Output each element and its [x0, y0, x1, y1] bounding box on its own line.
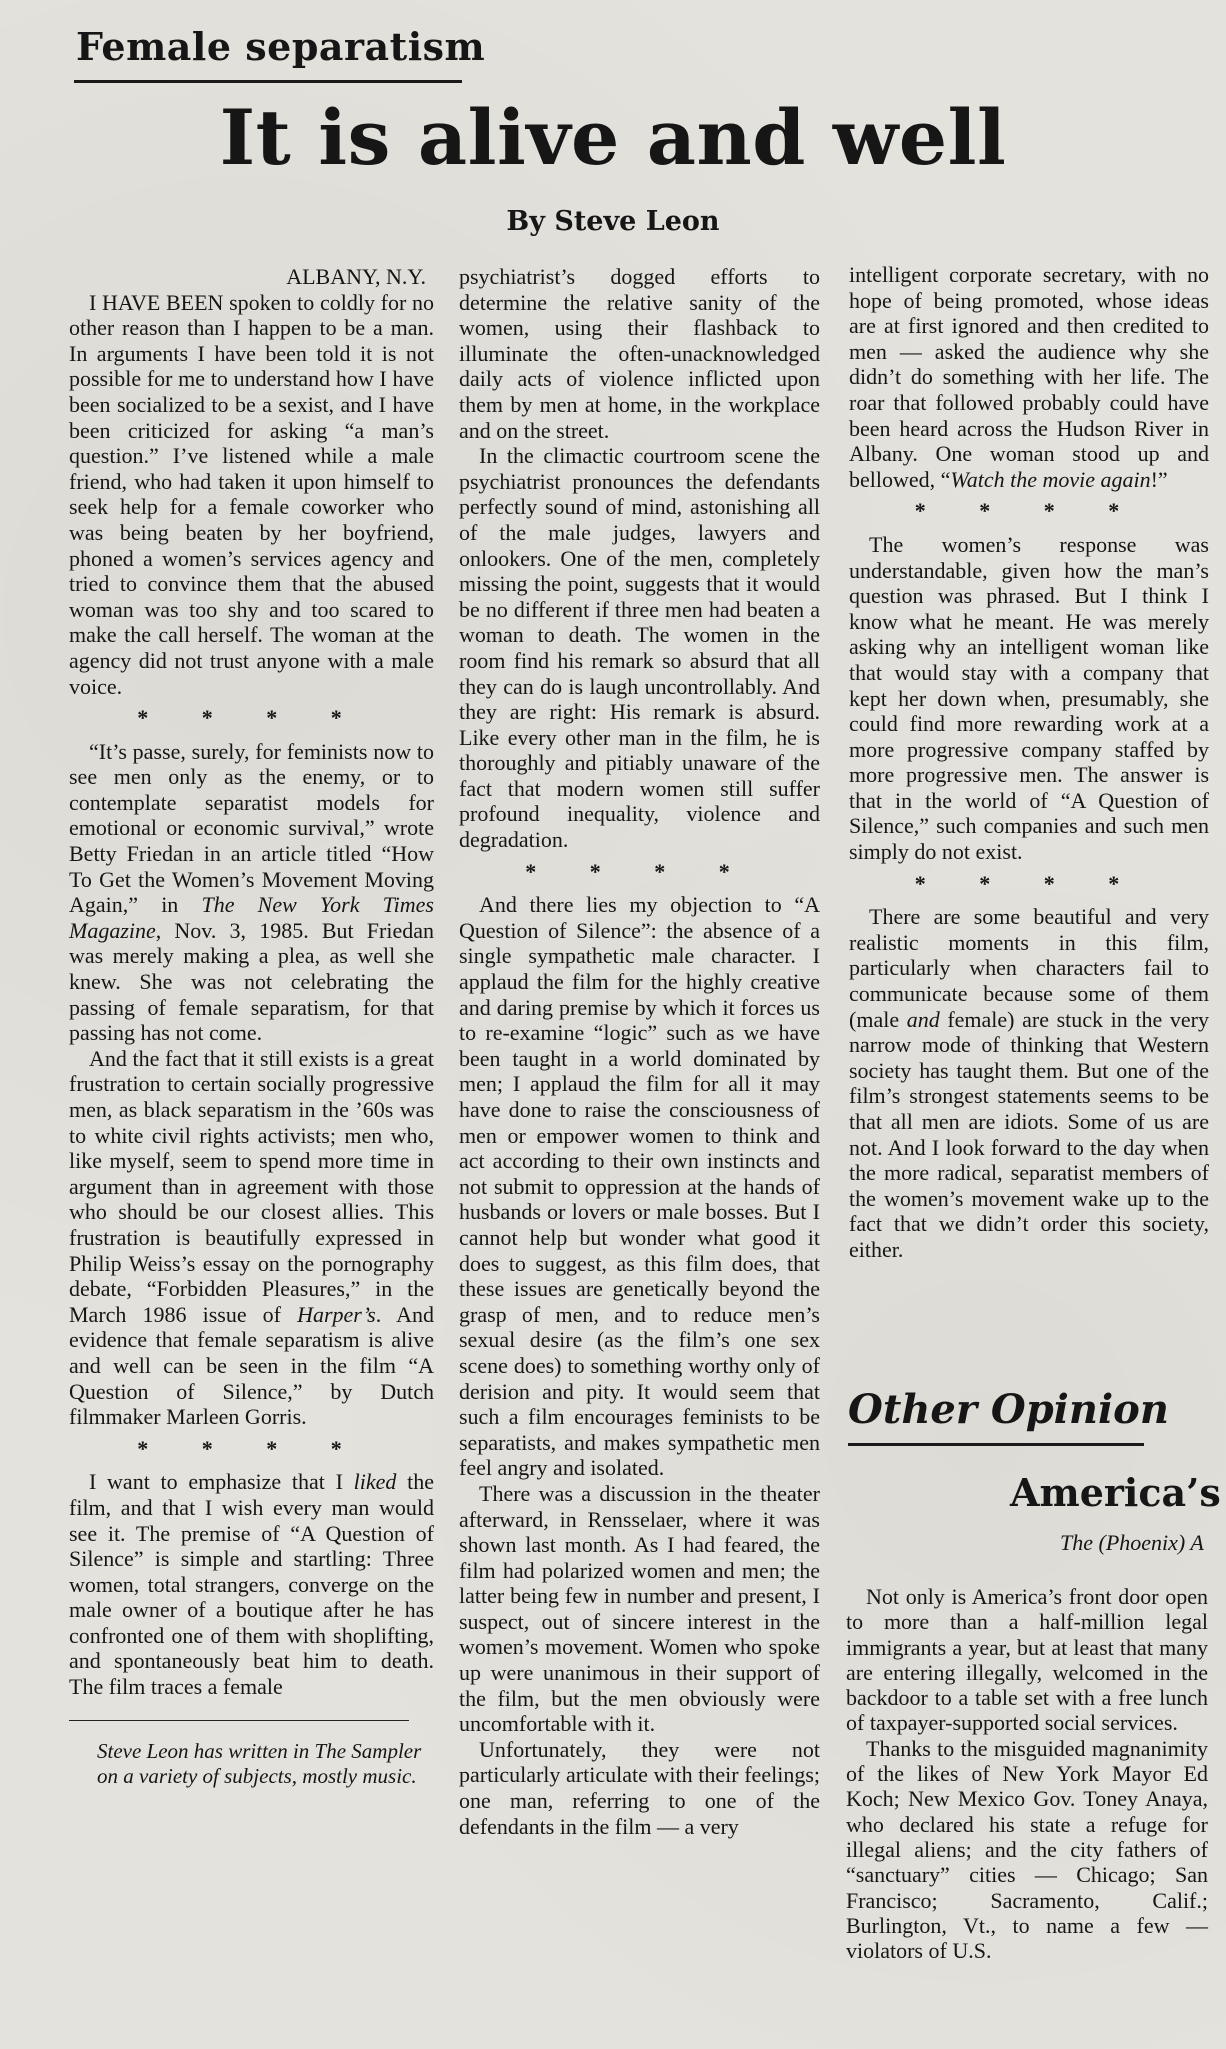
- author-bio: Steve Leon has written in The Sampler on a variety of subjects, mostly music.: [97, 1738, 422, 1788]
- headline: It is alive and well: [219, 93, 1007, 182]
- section-break: * * * *: [914, 498, 1144, 524]
- paragraph: “It’s passe, surely, for feminists now to see men only as the enemy, or to contemplate separatist models for emotional or economic survival,” wrote Betty Friedan in an article titled “How To Get the Women’s Movement Moving Again,” in The New York Times Magazine, Nov. 3, 1985. But Friedan was merely making a plea, as well she knew. She was not celebrating the passing of female separatism, for that passing has not come.: [69, 738, 434, 1046]
- section-break: * * * *: [525, 858, 754, 884]
- article-column-1: [69, 264, 434, 1789]
- byline: By Steve Leon: [506, 206, 720, 237]
- other-opinion-title: America’s: [1010, 1470, 1221, 1515]
- paragraph: I want to emphasize that I liked the film, and that I wish every man would see it. The premise of “A Question of Silence” is simple and startling: Three women, total strangers, converge on the male owner of a boutique after he has confronted one of them with shoplifting, and spontaneously beat him to death. The film traces a female: [69, 1469, 434, 1700]
- other-opinion-heading: Other Opinion: [848, 1386, 1169, 1433]
- other-opinion-source: The (Phoenix) A: [1060, 1530, 1204, 1555]
- dateline: ALBANY, N.Y.: [286, 264, 426, 289]
- article-column-2: [459, 264, 820, 1839]
- paragraph: psychiatrist’s dogged efforts to determine the relative sanity of the women, using their flashback to illuminate the often-unacknowledged daily acts of violence inflicted upon them by men at home, in the workplace and on the street.: [459, 264, 820, 443]
- paragraph: There are some beautiful and very realistic moments in this film, particularly when characters fail to communicate because some of them (male and female) are stuck in the very narrow mode of thinking that Western society has taught them. But one of the film’s strongest statements seems to be that all men are idiots. Some of us are not. And I look forward to the day when the more radical, separatist members of the women’s movement wake up to the fact that we didn’t order this society, either.: [849, 904, 1209, 1262]
- section-break: * * * *: [137, 1435, 366, 1461]
- kicker-heading: Female separatism: [76, 24, 486, 69]
- paragraph: In the climactic courtroom scene the psychiatrist pronounces the defendants perfectly sound of mind, astonishing all of the male judges, lawyers and onlookers. One of the men, completely missing the point, suggests that it would be no different if three men had beaten a woman to death. The women in the room find his remark so absurd that all they can do is laugh uncontrollably. And they are right: His remark is absurd. Like every other man in the film, he is thoroughly and pitiably unaware of the fact that modern women still suffer profound inequality, violence and degradation.: [459, 443, 820, 853]
- paragraph: I HAVE BEEN spoken to coldly for no other reason than I happen to be a man. In arguments I have been told it is not possible for me to understand how I have been socialized to be a sexist, and I have been criticized for asking “a man’s question.” I’ve listened while a male friend, who had taken it upon himself to seek help for a female coworker who was being beaten by her boyfriend, phoned a women’s services agency and tried to convince them that the abused woman was too shy and too scared to make the call herself. The woman at the agency did not trust anyone with a male voice.: [69, 289, 434, 699]
- other-opinion-underline: [848, 1443, 1144, 1446]
- other-opinion-text: [846, 1584, 1208, 1963]
- paragraph: And there lies my objection to “A Question of Silence”: the absence of a single sympathetic male character. I applaud the film for the highly creative and daring premise by which it forces us to re-examine “logic” such as we have been taught in a world dominated by men; I applaud the film for all it may have done to raise the consciousness of men or empower women to think and act according to their own instincts and not submit to oppression at the hands of husbands or lovers or male bosses. But I cannot help but wonder what good it does to suggest, as this film does, that these issues are genetically beyond the grasp of men, and to reduce men’s sexual desire (as the film’s one sex scene does) to something worthy only of derision and pity. It would seem that such a film encourages feminists to be separatists, and makes sympathetic men feel angry and isolated.: [459, 892, 820, 1481]
- paragraph: Unfortunately, they were not particularly articulate with their feelings; one man, referring to one of the defendants in the film — a very: [459, 1736, 820, 1839]
- bio-divider: [69, 1720, 409, 1721]
- paragraph: Thanks to the misguided magnanimity of the likes of New York Mayor Ed Koch; New Mexico Gov. Toney Anaya, who declared his state a refuge for illegal aliens; and the city fathers of “sanctuary” cities — Chicago; San Francisco; Sacramento, Calif.; Burlington, Vt., to name a few — violators of U.S.: [846, 1735, 1208, 1964]
- article-column-3: [849, 262, 1209, 1263]
- paragraph: Not only is America’s front door open to more than a half-million legal immigrants a year, but at least that many are entering illegally, welcomed in the backdoor to a table set with a free lunch of taxpayer-supported social services.: [846, 1584, 1208, 1736]
- paragraph: There was a discussion in the theater afterward, in Rensselaer, where it was shown last month. As I had feared, the film had polarized women and men; the latter being few in number and present, I suspect, out of sincere interest in the women’s movement. Women who spoke up were unanimous in their support of the film, but the men obviously were uncomfortable with it.: [459, 1480, 820, 1737]
- paragraph: The women’s response was understandable, given how the man’s question was phrased. But I think I know what he meant. He was merely asking why an intelligent woman like that would stay with a company that kept her down when, presumably, she could find more rewarding work at a more progressive company staffed by more progressive men. The answer is that in the world of “A Question of Silence,” such companies and such men simply do not exist.: [849, 531, 1209, 865]
- section-break: * * * *: [137, 705, 366, 731]
- paragraph: And the fact that it still exists is a great frustration to certain socially progressive men, as black separatism in the ’60s was to white civil rights activists; men who, like myself, seem to spend more time in argument than in agreement with those who should be our closest allies. This frustration is beautifully expressed in Philip Weiss’s essay on the pornography debate, “Forbidden Pleasures,” in the March 1986 issue of Harper’s. And evidence that female separatism is alive and well can be seen in the film “A Question of Silence,” by Dutch filmmaker Marleen Gorris.: [69, 1045, 434, 1430]
- paragraph: intelligent corporate secretary, with no hope of being promoted, whose ideas are at first ignored and then credited to men — asked the audience why she didn’t do something with her life. The roar that followed probably could have been heard across the Hudson River in Albany. One woman stood up and bellowed, “Watch the movie again!”: [849, 262, 1209, 492]
- kicker-underline: [74, 80, 462, 83]
- section-break: * * * *: [914, 870, 1144, 896]
